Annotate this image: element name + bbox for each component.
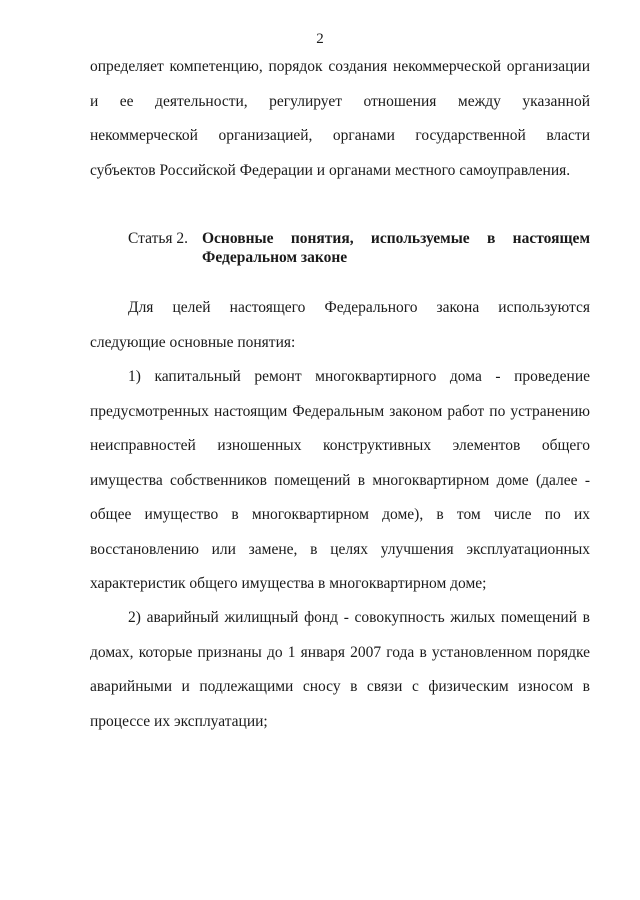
page-number: 2 bbox=[316, 31, 324, 47]
definition-item-2: 2) аварийный жилищный фонд - совокупность жилых помещений в домах, которые признаны до 1 января 2007 года в установленном порядке аварийными и подлежащими сносу в связи с физическим износом в процессе их эксплуатации; bbox=[90, 609, 590, 730]
paragraph-intro: Для целей настоящего Федерального закона используются следующие основные понятия: bbox=[90, 299, 590, 351]
paragraph-continuation: определяет компетенцию, порядок создания некоммерческой организации и ее деятельности, регулирует отношения между указанной некоммерческой организацией, органами государственной власти субъектов Российской Федерации и органами местного самоуправления. bbox=[90, 58, 590, 179]
definition-item-1: 1) капитальный ремонт многоквартирного дома - проведение предусмотренных настоящим Федеральным законом работ по устранению неисправностей изношенных конструктивных элементов общего имущества собственников помещений в многоквартирном доме (далее - общее имущество в многоквартирном доме), в том числе по их восстановлению или замене, в целях улучшения эксплуатационных характеристик общего имущества в многоквартирном доме; bbox=[90, 368, 590, 592]
article-label: Статья 2. bbox=[128, 230, 189, 247]
article-title-line-1: Основные понятия, используемые в настоящем bbox=[202, 230, 590, 247]
article-title bbox=[202, 229, 590, 267]
article-title-line-2: Федеральном законе bbox=[202, 249, 348, 266]
